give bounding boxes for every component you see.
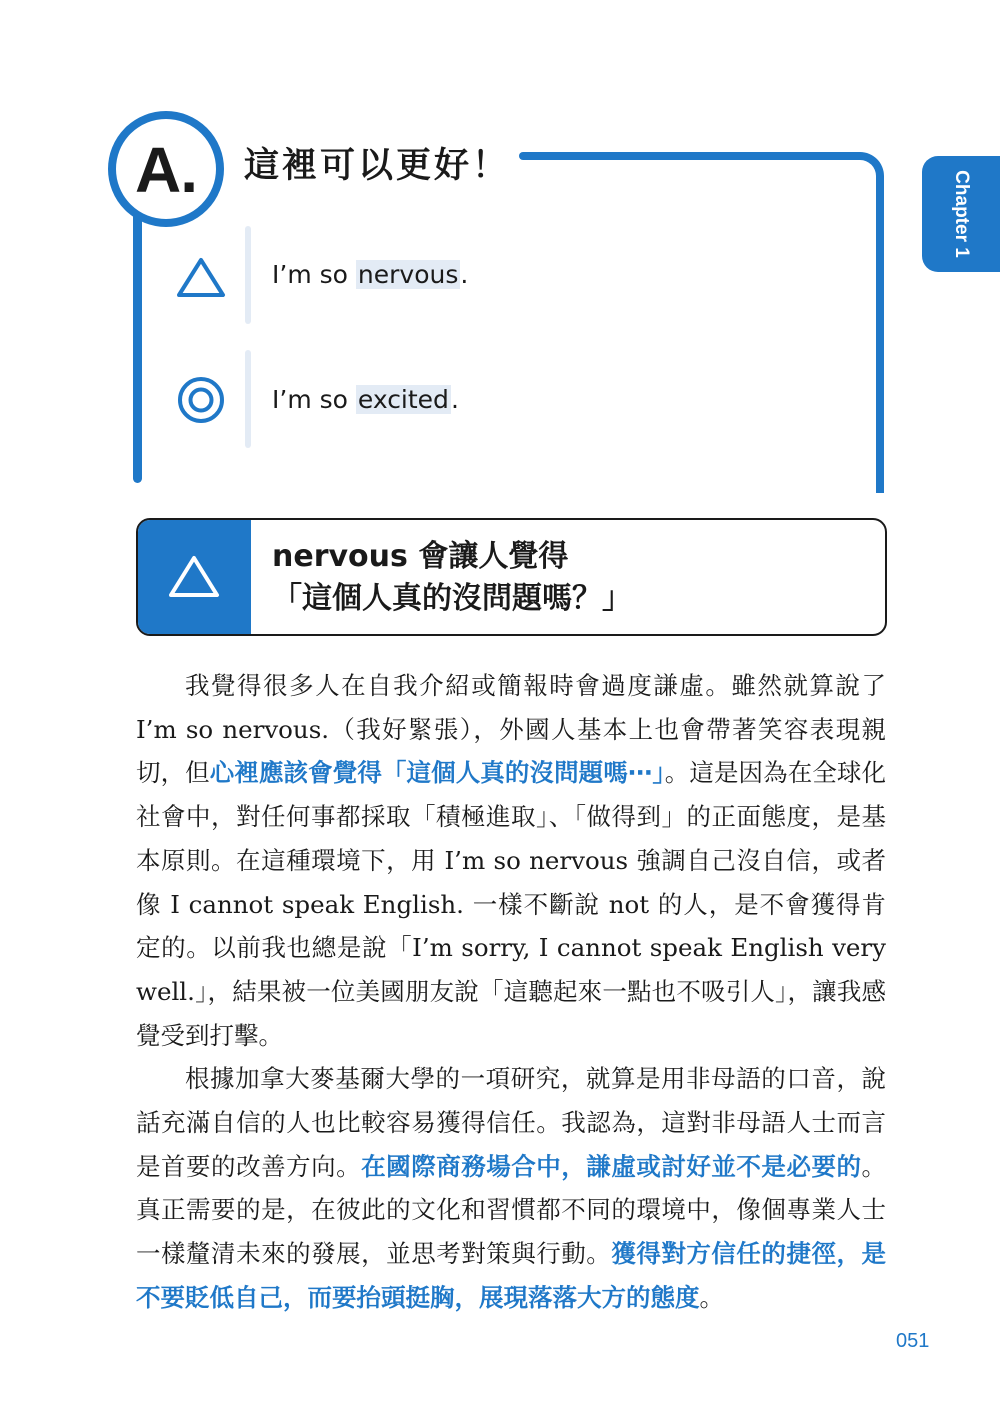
body-text bbox=[136, 664, 886, 1320]
point-banner bbox=[136, 518, 887, 636]
body-text-run: 。 bbox=[699, 1282, 724, 1312]
frame-top-right-line bbox=[523, 152, 884, 493]
section-letter: A. bbox=[135, 134, 197, 206]
highlighted-word: excited bbox=[357, 385, 449, 414]
section-letter-circle bbox=[108, 111, 224, 227]
emphasis-text: 心裡應該會覺得「這個人真的沒問題嗎⋯」 bbox=[209, 758, 665, 788]
sentence-suffix: . bbox=[450, 385, 459, 414]
body-text-run: 。這是因為在全球化社會中，對任何事都採取「積極進取」、「做得到」的正面態度，是基本原則。在這種環境下，用 I’m so nervous 強調自己沒自信，或者像 I cannot speak English. 一樣不斷說 not 的人，是不會獲得肯定的。以前我也總是說「I’m sorry, I cannot speak English very well.」，結果被一位美國朋友說「這聽起來一點也不吸引人」，讓我感覺受到打擊。 bbox=[136, 758, 887, 1050]
body-text-run: 我覺得很多人在自我介紹或簡報時會過度謙虛。雖然就算說了 I’m so nervous.（我好緊張），外國人基本上也會帶著笑容表現親切，但 bbox=[136, 671, 886, 788]
highlighted-word: nervous bbox=[357, 260, 459, 289]
triangle-icon bbox=[168, 554, 220, 598]
example-divider bbox=[245, 350, 251, 448]
frame-left-line bbox=[133, 200, 142, 483]
frame-line-cap bbox=[519, 152, 527, 160]
section-heading: 這裡可以更好！ bbox=[244, 146, 511, 186]
banner-icon-panel bbox=[138, 520, 251, 634]
emphasis-text: 獲得對方信任的捷徑，是不要貶低自己，而要抬頭挺胸，展現落落大方的態度 bbox=[136, 1239, 886, 1312]
banner-title-line-1: nervous 會讓人覺得 bbox=[272, 539, 569, 574]
banner-title bbox=[272, 536, 632, 620]
sentence-prefix: I’m so bbox=[272, 385, 356, 414]
triangle-icon bbox=[176, 256, 226, 298]
body-paragraph-1 bbox=[136, 664, 886, 1057]
page-number: 051 bbox=[896, 1330, 930, 1352]
example-divider bbox=[245, 226, 251, 324]
banner-title-line-2: 「這個人真的沒問題嗎？」 bbox=[272, 581, 632, 616]
emphasis-text: 在國際商務場合中，謙虛或討好並不是必要的 bbox=[361, 1151, 862, 1181]
sentence-prefix: I’m so bbox=[272, 260, 356, 289]
body-text-run: 。真正需要的是，在彼此的文化和習慣都不同的環境中，像個專業人士一樣釐清未來的發展，並思考對策與行動。 bbox=[136, 1151, 886, 1269]
sentence-suffix: . bbox=[460, 260, 469, 289]
double-circle-icon bbox=[177, 376, 225, 424]
chapter-tab-label: Chapter 1 bbox=[951, 170, 972, 258]
body-text-run: 根據加拿大麥基爾大學的一項研究，就算是用非母語的口音，說話充滿自信的人也比較容易獲得信任。我認為，這對非母語人士而言是首要的改善方向。 bbox=[136, 1064, 886, 1181]
example-sentence-nervous bbox=[272, 260, 468, 289]
example-sentence-excited bbox=[272, 385, 459, 414]
body-paragraph-2 bbox=[136, 1057, 886, 1319]
chapter-tab bbox=[922, 156, 1000, 272]
